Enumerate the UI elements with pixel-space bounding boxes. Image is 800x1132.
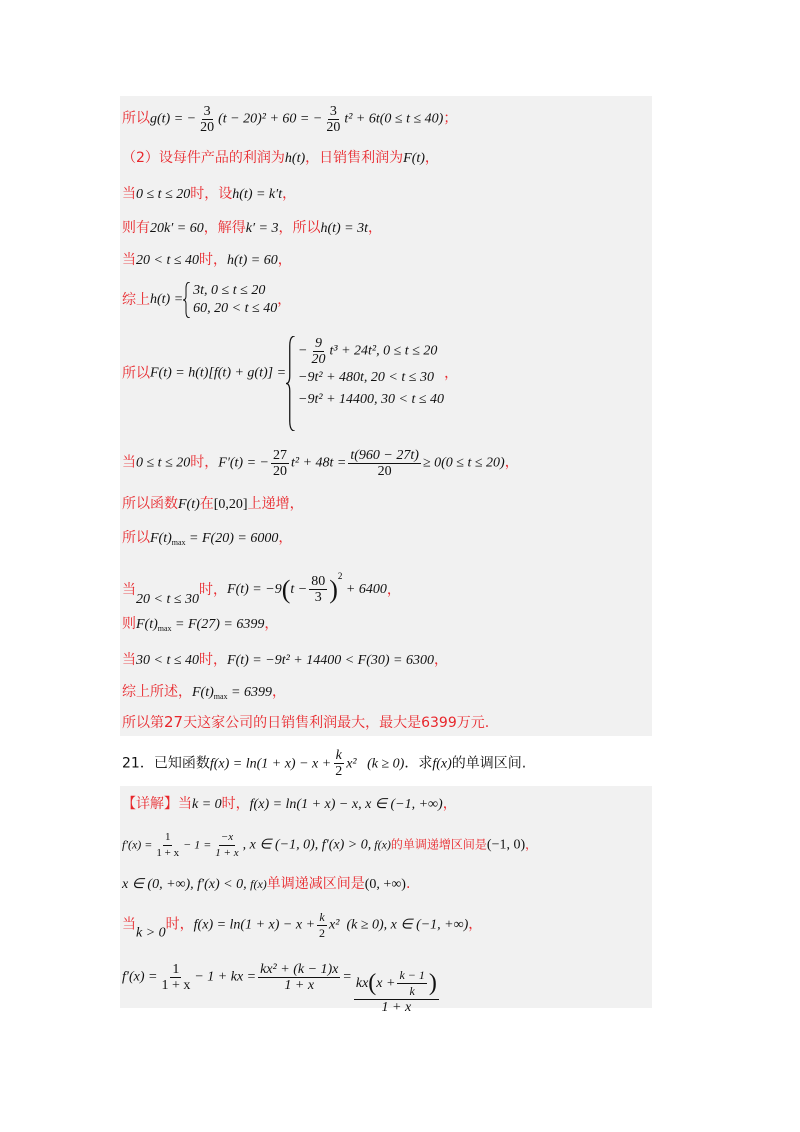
formula: f(x) = ln(1 + x) − x, x ∈ (−1, +∞)	[249, 797, 443, 812]
fraction-denominator: 20	[326, 120, 341, 135]
fraction	[348, 448, 421, 479]
fraction-denominator: 1 + x	[215, 847, 239, 859]
detail-line-decreasing	[122, 874, 410, 895]
text-span: 时，	[190, 454, 219, 471]
formula: h(t) = k′t	[232, 187, 283, 202]
formula: k > 0	[136, 925, 166, 941]
detail-line-k-positive	[122, 910, 482, 944]
fraction-numerator: 27	[273, 448, 287, 463]
fraction-denominator: 20	[377, 464, 392, 479]
text-span: 当	[122, 652, 136, 668]
formula: k = 0	[192, 797, 222, 812]
text-span: 所以	[122, 530, 150, 546]
text-span: 综上	[122, 292, 150, 308]
text-span: 则	[122, 616, 136, 632]
text-span: ，	[424, 150, 439, 166]
formula: kx	[355, 975, 369, 991]
text-span: 则有	[122, 220, 150, 236]
subscript: max	[213, 692, 228, 701]
solution-line-g	[122, 104, 457, 135]
formula: F′(t) = −	[218, 455, 269, 471]
formula: f′(x) =	[122, 969, 158, 985]
text-span: ，解得	[203, 220, 246, 236]
fraction	[324, 104, 342, 135]
formula: [0,20]	[213, 497, 248, 512]
formula: (t − 20)² + 60 = −	[218, 111, 323, 127]
formula: = 6399	[231, 685, 272, 700]
formula: F(t)	[178, 497, 200, 512]
text-span: 综上所述，	[122, 684, 192, 700]
text-span: 所以	[122, 110, 150, 127]
text-span: 27	[164, 713, 184, 731]
text-span: 的单调递增区间是	[390, 837, 487, 852]
formula: , x ∈ (−1, 0), f′(x) > 0,	[242, 837, 372, 853]
text-span: ，	[272, 684, 286, 700]
question-21	[122, 748, 526, 779]
solution-line-case1	[122, 184, 296, 205]
fraction-denominator: 20	[273, 464, 287, 479]
solution-line-max1	[122, 528, 292, 553]
text-span: 时，设	[190, 186, 233, 202]
fraction-numerator: 3	[203, 104, 211, 119]
solution-line-h-piecewise	[122, 282, 291, 318]
paren-close: )	[329, 574, 338, 604]
text-span: ．求	[404, 755, 433, 772]
solution-line-case-30-40	[122, 650, 448, 671]
formula: F(t)	[403, 151, 425, 166]
text-span: 时，	[199, 581, 228, 598]
text-span: 在	[199, 496, 214, 512]
formula: f(x) = ln(1 + x) − x +	[209, 756, 332, 772]
solution-line-solve-k	[122, 218, 382, 239]
formula: k′ = 3	[245, 221, 279, 236]
solution-line-profit-def	[122, 148, 439, 169]
detail-line-derivative-k	[122, 962, 441, 1015]
text-span: ，所以	[278, 220, 321, 236]
formula: F(t)	[192, 685, 214, 700]
fraction-numerator: 1	[163, 830, 173, 846]
text-span: 所以函数	[122, 496, 178, 512]
formula: h(t) = 3t	[320, 221, 369, 236]
fraction	[159, 962, 192, 993]
fraction	[309, 574, 327, 605]
formula: − 1 + kx =	[194, 969, 257, 985]
fraction	[198, 104, 216, 135]
solution-line-case2	[122, 250, 292, 271]
fraction-numerator: k − 1	[399, 967, 425, 982]
fraction-denominator: 20	[200, 120, 215, 135]
fraction-numerator: t(960 − 27t)	[350, 448, 419, 463]
formula: + 6400	[345, 581, 387, 597]
formula: = F(20) = 6000	[189, 531, 279, 546]
paren-close: )	[428, 969, 437, 996]
formula: f(x)	[432, 756, 452, 772]
paren-open: (	[281, 574, 291, 604]
formula: 20k′ = 60	[150, 221, 204, 236]
text-span: 当	[122, 916, 136, 933]
fraction-numerator: 3	[329, 104, 337, 119]
solution-line-max2	[122, 614, 278, 639]
formula: h(t) =	[150, 292, 184, 307]
subscript: max	[157, 624, 172, 633]
fraction-numerator: 9	[315, 336, 322, 351]
formula: F(t) = −9	[227, 581, 282, 597]
text-span: 的单调区间.	[451, 755, 527, 772]
variable-t: t −	[290, 581, 308, 597]
formula: x ∈ (0, +∞), f′(x) < 0,	[122, 877, 247, 892]
text-span: 时，	[221, 796, 250, 812]
piecewise	[183, 282, 277, 318]
solution-line-summary	[122, 682, 286, 707]
formula: =	[342, 969, 352, 985]
text-span: ，	[434, 652, 448, 668]
fraction	[317, 910, 327, 941]
detail-line-k0	[122, 794, 457, 815]
text-span: ，	[264, 616, 279, 632]
solution-line-case-20-30	[122, 566, 401, 607]
text-span: 所以	[122, 365, 150, 382]
text-span: 当	[122, 581, 136, 598]
text-span: 时，	[165, 916, 194, 933]
formula: (0, +∞)	[364, 877, 406, 892]
paren-open: (	[368, 969, 377, 996]
text-span: ；	[443, 110, 458, 127]
formula: h(t) = 60	[227, 253, 278, 268]
text-span: 单调递减区间是	[266, 876, 365, 892]
formula: 0 ≤ t ≤ 20	[136, 455, 191, 471]
text-span: 上递增，	[247, 496, 304, 512]
text-span: ，	[277, 252, 292, 268]
fraction-denominator: 2	[335, 764, 343, 779]
text-span: 当	[122, 252, 136, 268]
formula: 30 < t ≤ 40	[136, 653, 200, 668]
fraction-numerator: k	[335, 748, 342, 763]
fraction-numerator: k	[319, 910, 325, 924]
piecewise-row: 3t, 0 ≤ t ≤ 20	[193, 283, 266, 298]
fraction	[213, 830, 240, 861]
solution-line-derivative	[122, 448, 519, 479]
text-span: ，	[468, 916, 483, 933]
formula: (−1, 0)	[486, 837, 526, 853]
formula: t² + 6t(0 ≤ t ≤ 40)	[344, 111, 444, 127]
formula: f′(x) =	[122, 837, 153, 852]
detail-line-derivative-k0	[122, 830, 537, 861]
fraction-numerator	[354, 968, 439, 1000]
fraction	[154, 830, 181, 861]
subscript: max	[171, 538, 186, 547]
fraction	[354, 968, 439, 1015]
formula: f(x)	[250, 877, 267, 891]
fraction-denominator: 1 + x	[381, 999, 412, 1015]
text-span: ，	[282, 186, 297, 202]
text-span: ，	[442, 796, 457, 812]
fraction-numerator: kx² + (k − 1)x	[260, 962, 339, 977]
text-span: .	[405, 876, 411, 892]
fraction-numerator: 1	[172, 962, 180, 977]
formula: F(t)	[136, 617, 158, 632]
fraction-denominator: 20	[311, 352, 326, 367]
fraction-denominator: 1 + x	[161, 978, 191, 993]
formula: f(x) = ln(1 + x) − x +	[193, 917, 316, 933]
solution-line-F-piecewise	[122, 336, 458, 411]
formula: g(t) = −	[150, 111, 197, 127]
text-span: ，	[504, 454, 519, 471]
formula: F(t) = −9t² + 14400 < F(30) = 6300	[227, 653, 434, 668]
fraction-numerator: −x	[219, 830, 235, 846]
formula: t³ + 24t², 0 ≤ t ≤ 20	[329, 343, 438, 359]
formula: F(t)	[150, 531, 172, 546]
formula: 20 < t ≤ 40	[136, 253, 200, 268]
fraction	[397, 968, 426, 999]
fraction-denominator: 1 + x	[284, 978, 315, 993]
piecewise-row: −9t² + 480t, 20 < t ≤ 30	[298, 370, 434, 385]
brace-icon	[183, 282, 191, 318]
text-span: 6399	[421, 715, 457, 731]
fraction-numerator: 80	[311, 574, 326, 590]
question-number: 21．已知函数	[122, 755, 210, 772]
formula: h(t)	[284, 151, 306, 166]
fraction	[271, 448, 289, 479]
formula: x² (k ≥ 0)	[346, 756, 405, 772]
text-span: 所以第	[122, 715, 164, 731]
piecewise-row: 60, 20 < t ≤ 40	[193, 301, 278, 316]
piecewise-row: −9t² + 14400, 30 < t ≤ 40	[298, 392, 445, 407]
text-span: 当	[122, 454, 136, 471]
formula: f(x)	[374, 837, 391, 852]
text-span: 【详解】当	[122, 796, 192, 812]
text-span: 万元.	[456, 715, 490, 731]
solution-line-conclusion	[122, 712, 489, 734]
text-span: ，	[277, 292, 292, 308]
text-span: ，	[368, 220, 383, 236]
text-span: ，	[525, 837, 538, 852]
formula: 0 ≤ t ≤ 20	[136, 187, 191, 202]
formula: = F(27) = 6399	[175, 617, 265, 632]
formula: x +	[376, 975, 396, 991]
formula: 20 < t ≤ 30	[136, 592, 200, 607]
piecewise	[286, 336, 444, 411]
fraction-denominator: 1 + x	[156, 847, 180, 859]
text-span: ，	[444, 365, 459, 382]
fraction-denominator: 2	[319, 926, 326, 940]
text-span: ，	[386, 581, 401, 598]
fraction	[333, 748, 344, 779]
text-span: 时，	[199, 252, 228, 268]
formula: − 1 =	[183, 837, 212, 852]
formula: F(t) = h(t)[f(t) + g(t)] =	[150, 365, 287, 381]
formula: ≥ 0(0 ≤ t ≤ 20)	[422, 455, 505, 471]
fraction-denominator: k	[409, 983, 415, 998]
brace-icon	[286, 336, 296, 431]
solution-line-increasing	[122, 494, 304, 515]
text-span: ，	[278, 530, 293, 546]
text-span: 当	[122, 186, 136, 202]
text-span: ，日销售利润为	[305, 150, 404, 166]
formula: x² (k ≥ 0), x ∈ (−1, +∞)	[329, 917, 469, 933]
fraction	[310, 336, 328, 367]
text-span: 天这家公司的日销售利润最大，最大是	[183, 715, 422, 731]
fraction-denominator: 3	[314, 590, 322, 606]
formula: −	[298, 343, 308, 359]
text-span: （2）设每件产品的利润为	[122, 150, 285, 166]
formula: t² + 48t =	[291, 455, 347, 471]
exponent: 2	[337, 571, 343, 581]
fraction	[258, 962, 340, 993]
text-span: 时，	[199, 652, 228, 668]
